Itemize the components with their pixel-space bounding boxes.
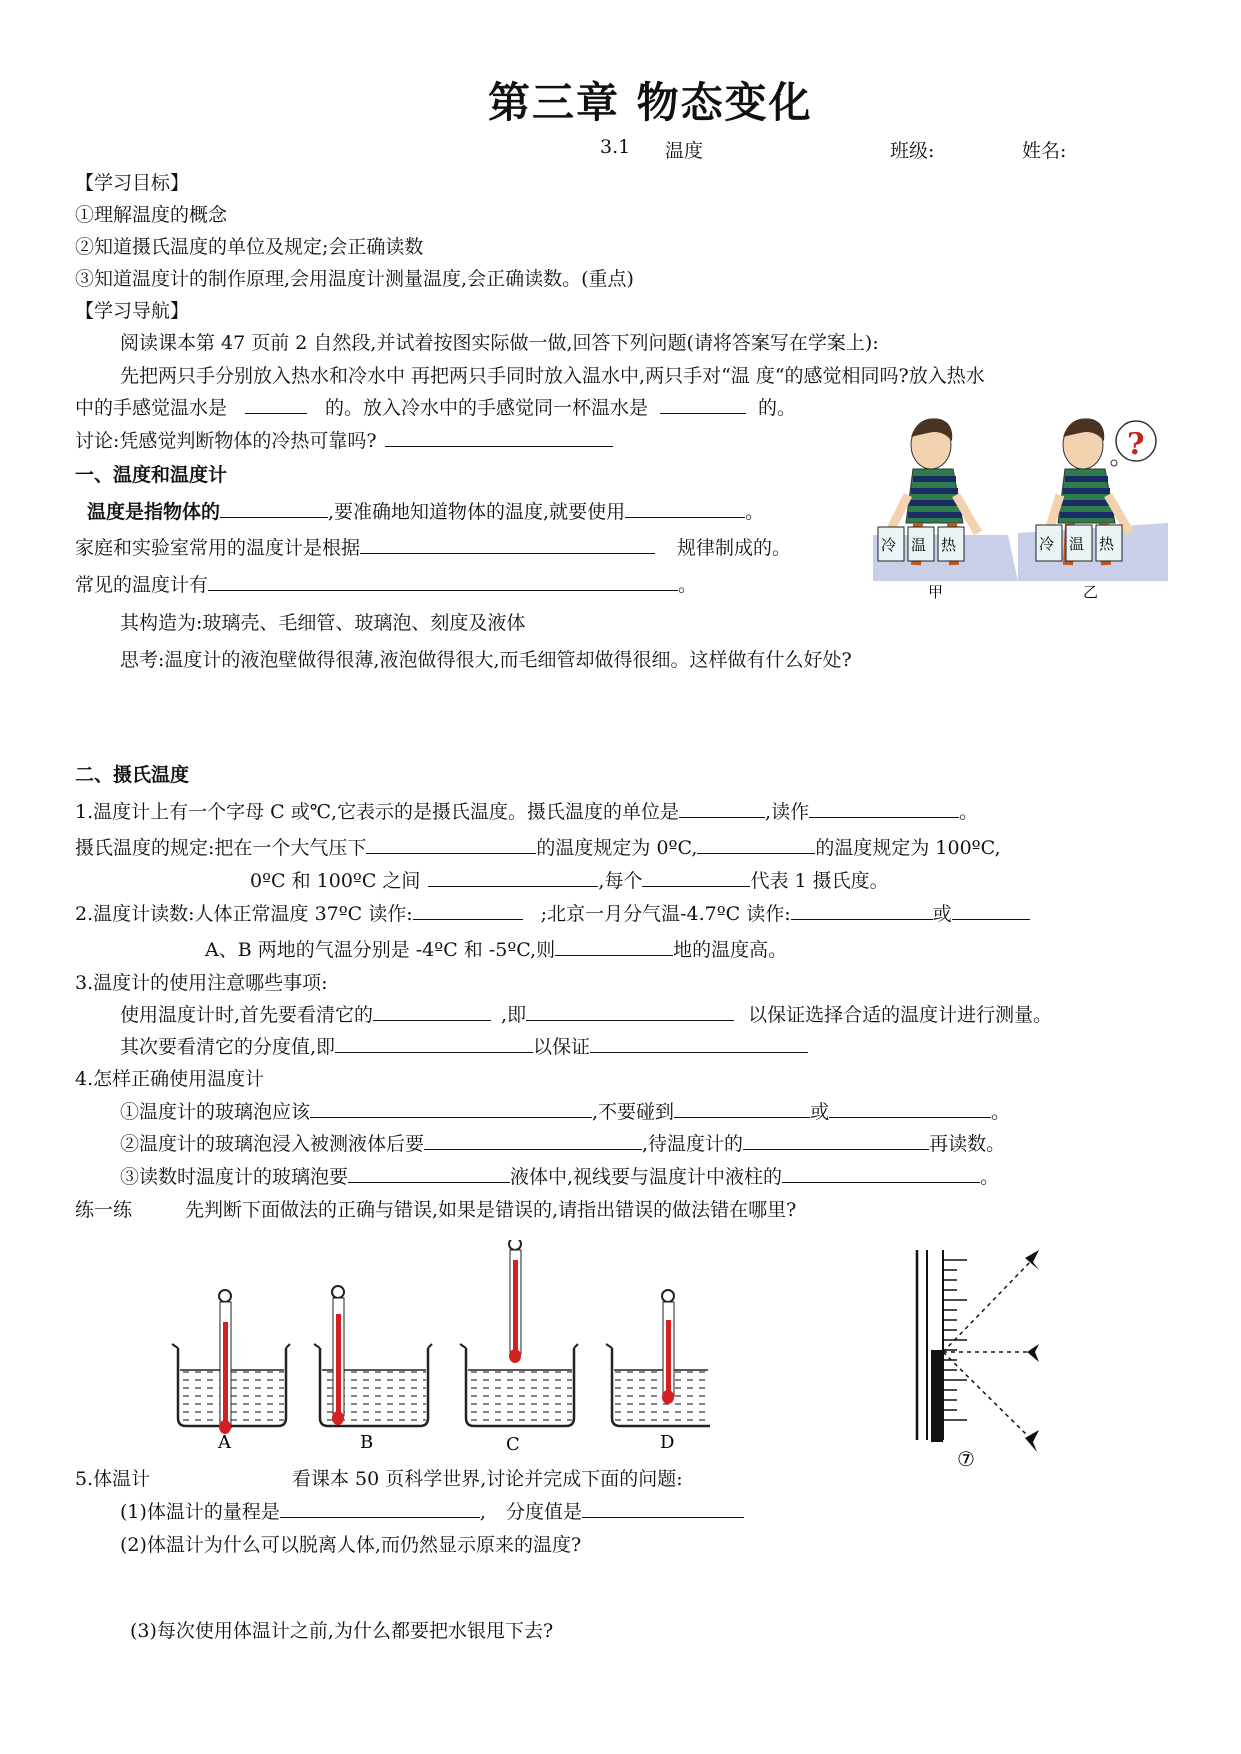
text: 。 xyxy=(991,1101,1011,1123)
text: 2.温度计读数:人体正常温度 37ºC 读作: xyxy=(75,903,413,925)
answer-blank[interactable] xyxy=(555,937,673,956)
text: ,要准确地知道物体的温度,就要使用 xyxy=(328,501,626,523)
answer-blank[interactable] xyxy=(413,901,523,920)
section-number: 3.1 xyxy=(600,136,631,158)
s1-line-2 xyxy=(75,533,791,560)
answer-blank[interactable] xyxy=(208,572,678,591)
figure-label-yi: 乙 xyxy=(1083,583,1099,601)
answer-blank[interactable] xyxy=(220,499,328,518)
practice-label: 练一练 xyxy=(75,1199,133,1221)
beaker-label-c: C xyxy=(506,1434,520,1455)
s5-q1 xyxy=(120,1497,744,1524)
cups-left xyxy=(878,527,964,561)
cup-label-cold: 冷 xyxy=(881,536,897,554)
text: ,待温度计的 xyxy=(642,1133,744,1155)
text: ;北京一月分气温-4.7ºC 读作: xyxy=(540,903,791,925)
s5-title: 5.体温计 xyxy=(75,1468,151,1490)
answer-blank[interactable] xyxy=(782,1164,980,1183)
scale-reading-figure xyxy=(905,1240,1055,1475)
answer-blank[interactable] xyxy=(590,1034,808,1053)
answer-blank[interactable] xyxy=(642,868,750,887)
discussion xyxy=(75,426,613,453)
text: 温度是指物体的 xyxy=(87,501,221,523)
s1-think: 思考:温度计的液泡壁做得很薄,液泡做得很大,而毛细管却做得很细。这样做有什么好处? xyxy=(120,649,852,671)
cup-label-cold: 冷 xyxy=(1039,535,1055,553)
text: 其次要看清它的分度值,即 xyxy=(120,1036,336,1058)
s2-q4: 4.怎样正确使用温度计 xyxy=(75,1068,265,1090)
beaker-d xyxy=(606,1290,710,1453)
eye-icons xyxy=(1025,1250,1039,1452)
guide-paragraph-2: 先把两只手分别放入热水和冷水中 再把两只手同时放入温水中,两只手对“温 度“的感觉相同吗?放入热水 xyxy=(120,365,985,387)
text: 。 xyxy=(959,801,979,823)
goal-item-2: ②知道摄氏温度的单位及规定;会正确读数 xyxy=(75,236,424,258)
beaker-a xyxy=(172,1290,290,1453)
beaker-label-b: B xyxy=(360,1432,374,1453)
answer-blank[interactable] xyxy=(809,799,959,818)
s2-q4-item-1 xyxy=(120,1097,1010,1124)
text: 0ºC 和 100ºC 之间 xyxy=(250,870,421,892)
text: 以保证 xyxy=(533,1036,591,1058)
answer-blank[interactable] xyxy=(952,901,1030,920)
text: 的温度规定为 0ºC, xyxy=(536,837,698,859)
section-name: 温度 xyxy=(665,140,704,162)
answer-blank[interactable] xyxy=(625,499,745,518)
s2-q1-rule-cont xyxy=(250,866,889,893)
text: ①温度计的玻璃泡应该 xyxy=(120,1101,311,1123)
text: ,不要碰到 xyxy=(592,1101,675,1123)
s5-q3: (3)每次使用体温计之前,为什么都要把水银甩下去? xyxy=(130,1620,554,1642)
answer-blank[interactable] xyxy=(660,395,746,414)
cup-label-hot: 热 xyxy=(941,536,957,554)
eye-icon xyxy=(1025,1250,1039,1270)
answer-blank[interactable] xyxy=(385,428,613,447)
answer-blank[interactable] xyxy=(280,1499,480,1518)
text: ②温度计的玻璃泡浸入被测液体后要 xyxy=(120,1133,425,1155)
text: 分度值是 xyxy=(505,1501,582,1523)
answer-blank[interactable] xyxy=(674,1099,810,1118)
s2-q4-item-2 xyxy=(120,1129,1005,1156)
s2-q4-item-3 xyxy=(120,1162,999,1189)
beaker-b xyxy=(314,1286,432,1453)
s1-structure: 其构造为:玻璃壳、毛细管、玻璃泡、刻度及液体 xyxy=(120,612,526,634)
section-1-heading: 一、温度和温度计 xyxy=(75,464,228,486)
practice-instruction: 先判断下面做法的正确与错误,如果是错误的,请指出错误的做法错在哪里? xyxy=(185,1199,797,1221)
text: 的。 xyxy=(758,397,797,419)
cup-label-hot: 热 xyxy=(1099,535,1115,553)
text: ,即 xyxy=(501,1004,527,1026)
answer-blank[interactable] xyxy=(335,1034,533,1053)
question-bubble xyxy=(1111,421,1156,466)
goals-heading: 【学习目标】 xyxy=(75,172,190,194)
text: 使用温度计时,首先要看清它的 xyxy=(120,1004,374,1026)
text: 或 xyxy=(932,903,952,925)
text: A、B 两地的气温分别是 -4ºC 和 -5ºC,则 xyxy=(205,939,556,961)
answer-blank[interactable] xyxy=(743,1131,929,1150)
answer-blank[interactable] xyxy=(373,1002,491,1021)
guide-paragraph-2-cont xyxy=(75,393,796,420)
text: 的温度规定为 100ºC, xyxy=(815,837,1001,859)
page-title: 第三章 物态变化 xyxy=(488,78,813,127)
figure-number: ⑦ xyxy=(957,1447,975,1471)
answer-blank[interactable] xyxy=(428,868,598,887)
class-label: 班级: xyxy=(890,140,935,162)
answer-blank[interactable] xyxy=(424,1131,642,1150)
eye-icon xyxy=(1027,1344,1039,1362)
text: 。 xyxy=(745,501,765,523)
s2-q3-line-2 xyxy=(120,1032,808,1059)
beaker-c xyxy=(460,1240,578,1455)
text: ,每个 xyxy=(598,870,643,892)
s1-line-1 xyxy=(87,497,764,524)
text: 1.温度计上有一个字母 C 或℃,它表示的是摄氏温度。摄氏温度的单位是 xyxy=(75,801,680,823)
text: 。 xyxy=(678,574,698,596)
s2-q1-rule xyxy=(75,833,1001,860)
goal-item-1: ①理解温度的概念 xyxy=(75,204,228,226)
beaker-label-a: A xyxy=(218,1432,231,1453)
text: , xyxy=(479,1501,486,1523)
answer-blank[interactable] xyxy=(366,835,536,854)
s2-q2 xyxy=(75,899,1030,926)
s5-intro: 看课本 50 页科学世界,讨论并完成下面的问题: xyxy=(292,1468,683,1490)
s2-q2-cont xyxy=(205,935,787,962)
guide-heading: 【学习导航】 xyxy=(75,300,190,322)
answer-blank[interactable] xyxy=(526,1002,734,1021)
text: 摄氏温度的规定:把在一个大气压下 xyxy=(75,837,367,859)
answer-blank[interactable] xyxy=(360,535,655,554)
text: 以保证选择合适的温度计进行测量。 xyxy=(748,1004,1053,1026)
answer-blank[interactable] xyxy=(348,1164,510,1183)
question-icon: ? xyxy=(1127,427,1145,462)
s2-q1 xyxy=(75,797,978,824)
text: 讨论:凭感觉判断物体的冷热可靠吗? xyxy=(75,430,377,452)
beaker-label-d: D xyxy=(660,1432,675,1453)
cups-right xyxy=(1036,525,1122,561)
text: 家庭和实验室常用的温度计是根据 xyxy=(75,537,361,559)
text: ③读数时温度计的玻璃泡要 xyxy=(120,1166,349,1188)
answer-blank[interactable] xyxy=(679,799,765,818)
text: 液体中,视线要与温度计中液柱的 xyxy=(510,1166,783,1188)
answer-blank[interactable] xyxy=(245,395,307,414)
s2-q3-line-1 xyxy=(120,1000,1052,1027)
beaker-thermometer-figure xyxy=(170,1240,710,1455)
answer-blank[interactable] xyxy=(829,1099,991,1118)
text: 或 xyxy=(810,1101,830,1123)
hands-water-figure xyxy=(868,405,1168,605)
guide-paragraph-1: 阅读课本第 47 页前 2 自然段,并试着按图实际做一做,回答下列问题(请将答案写在学案上): xyxy=(120,332,879,354)
text: 规律制成的。 xyxy=(677,537,792,559)
answer-blank[interactable] xyxy=(791,901,933,920)
eye-icon xyxy=(1025,1430,1039,1452)
s1-line-3 xyxy=(75,570,697,597)
answer-blank[interactable] xyxy=(582,1499,744,1518)
name-label: 姓名: xyxy=(1022,140,1067,162)
text: 。 xyxy=(980,1166,1000,1188)
s5-q2: (2)体温计为什么可以脱离人体,而仍然显示原来的温度? xyxy=(120,1534,582,1556)
goal-item-3: ③知道温度计的制作原理,会用温度计测量温度,会正确读数。(重点) xyxy=(75,268,634,290)
text: (1)体温计的量程是 xyxy=(120,1501,280,1523)
text: ,读作 xyxy=(765,801,810,823)
cup-label-warm: 温 xyxy=(1069,535,1085,553)
cup-label-warm: 温 xyxy=(911,536,927,554)
section-2-heading: 二、摄氏温度 xyxy=(75,764,190,786)
text: 常见的温度计有 xyxy=(75,574,209,596)
text: 再读数。 xyxy=(929,1133,1006,1155)
text: 代表 1 摄氏度。 xyxy=(750,870,889,892)
answer-blank[interactable] xyxy=(310,1099,592,1118)
answer-blank[interactable] xyxy=(697,835,815,854)
text: 的。放入冷水中的手感觉同一杯温水是 xyxy=(325,397,649,419)
s2-q3: 3.温度计的使用注意哪些事项: xyxy=(75,972,328,994)
text: 地的温度高。 xyxy=(673,939,788,961)
text: 中的手感觉温水是 xyxy=(75,397,228,419)
figure-label-jia: 甲 xyxy=(928,583,944,601)
